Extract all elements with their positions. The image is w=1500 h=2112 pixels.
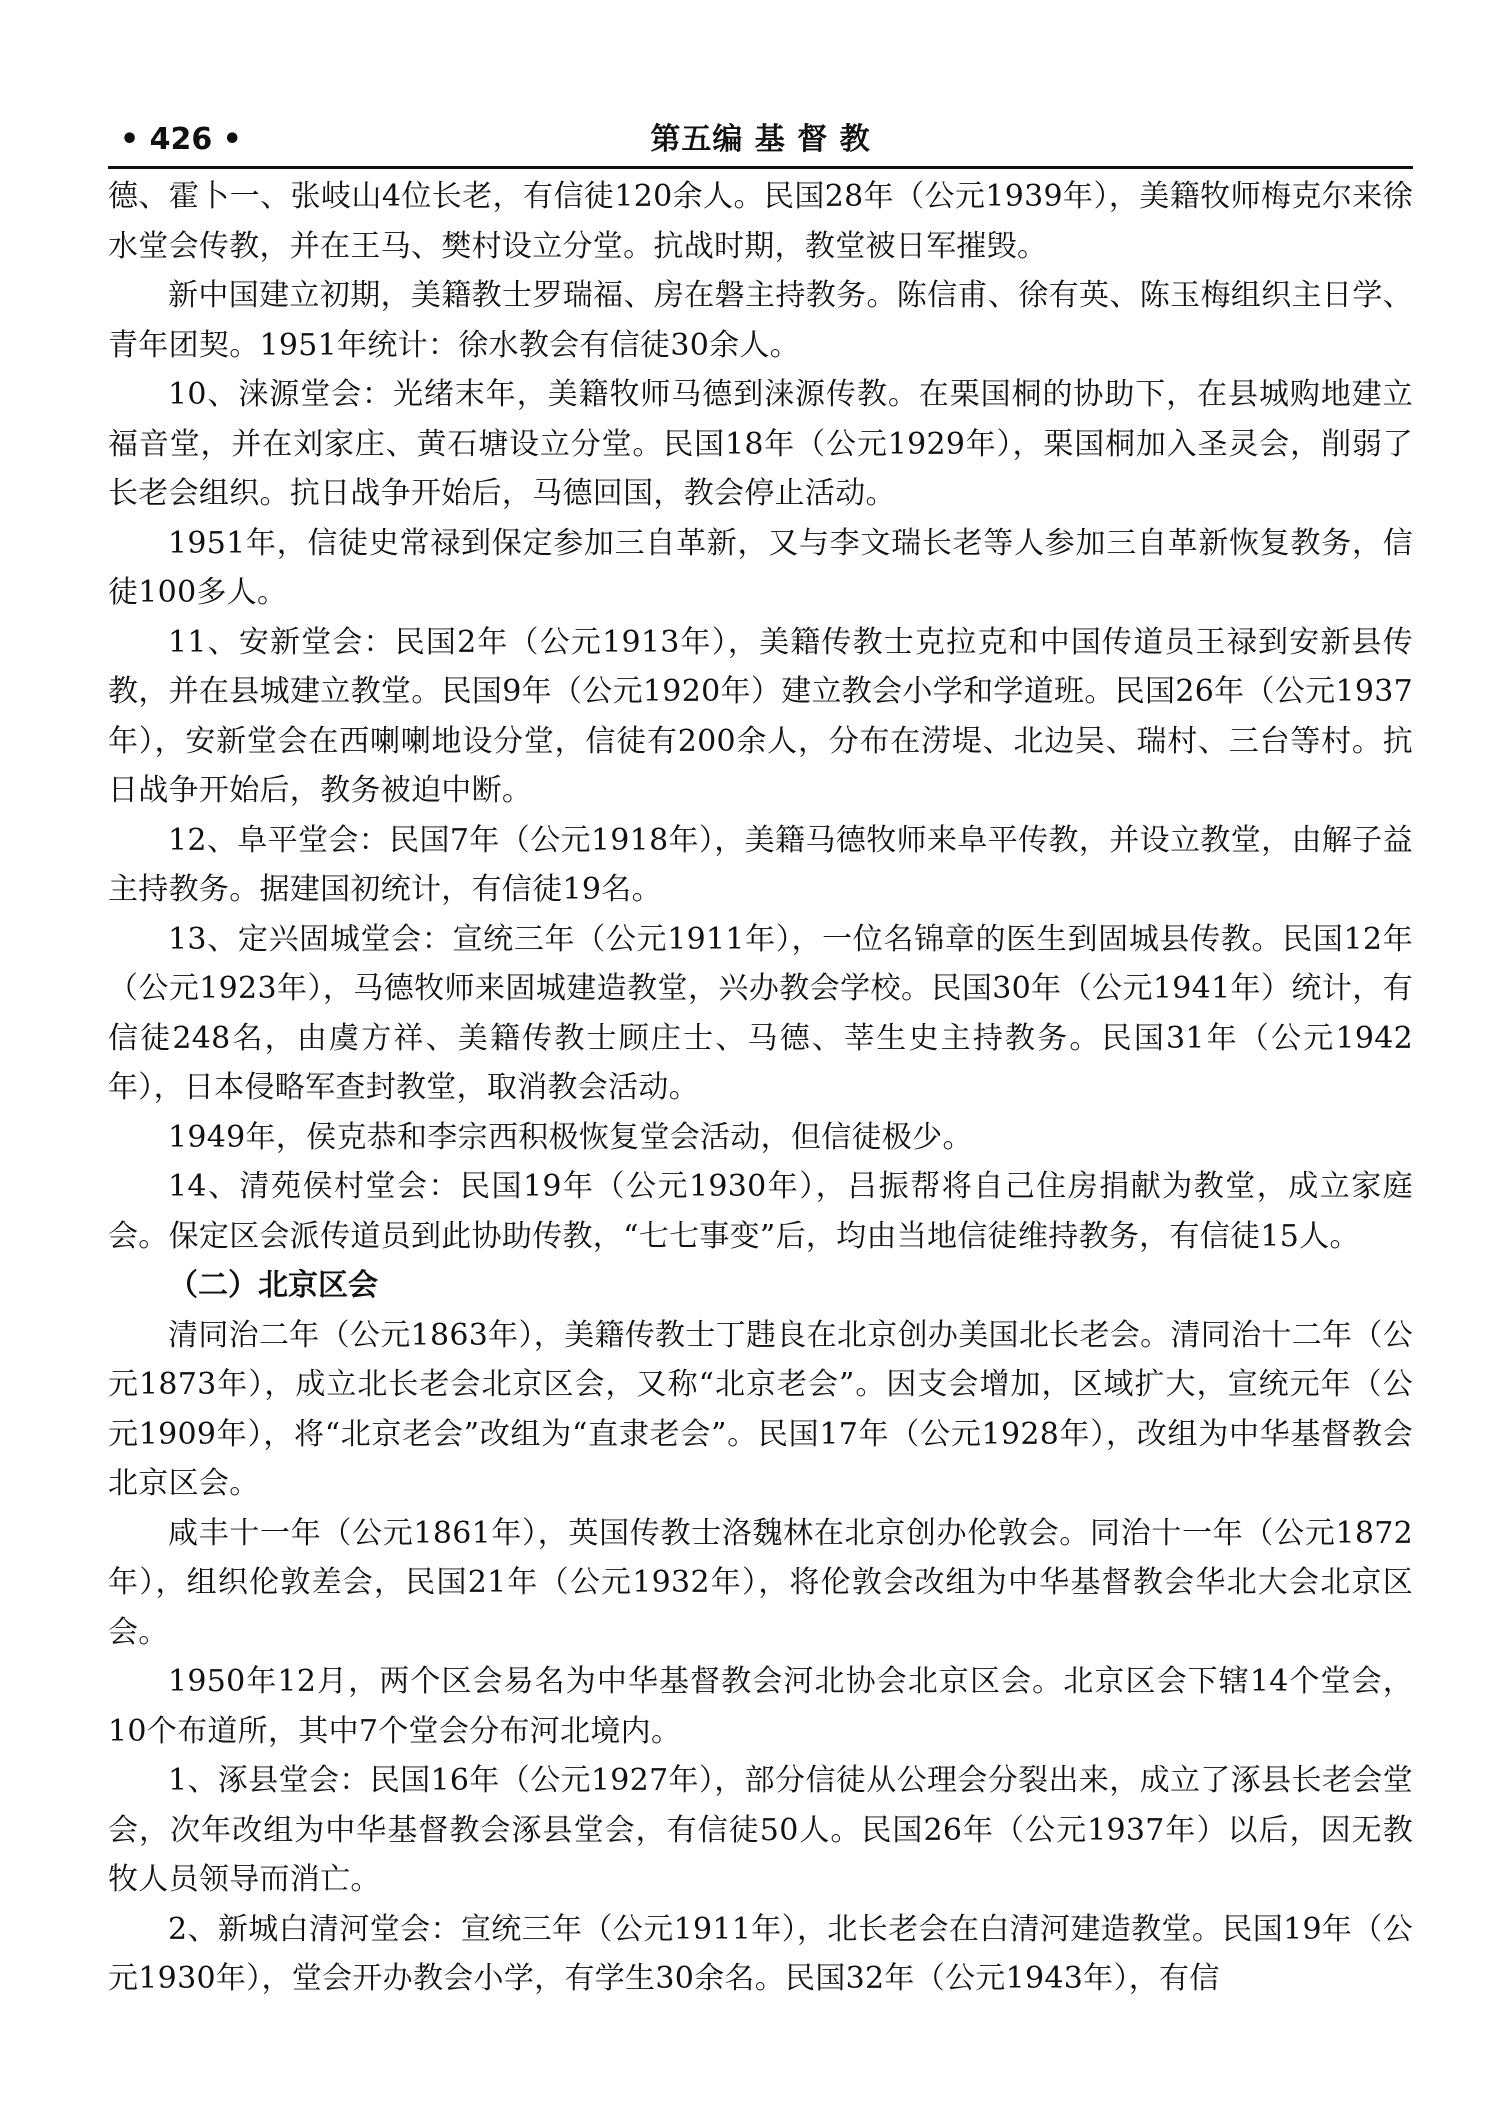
paragraph: 11、安新堂会：民国2年（公元1913年），美籍传教士克拉克和中国传道员王禄到安新县传教，并在县城建立教堂。民国9年（公元1920年）建立教会小学和学道班。民国26年（公元1937年），安新堂会在西喇喇地设分堂，信徒有200余人，分布在涝堤、北边吴、瑞村、三台等村。抗日战争开始后，教务被迫中断。 [108, 624, 1413, 808]
paragraph: 1949年，侯克恭和李宗西积极恢复堂会活动，但信徒极少。 [168, 1119, 973, 1155]
paragraph: 新中国建立初期，美籍教士罗瑞福、房在磐主持教务。陈信甫、徐有英、陈玉梅组织主日学、青年团契。1951年统计：徐水教会有信徒30余人。 [108, 278, 1413, 363]
paragraph: 1951年，信徒史常禄到保定参加三自革新，又与李文瑞长老等人参加三自革新恢复教务，信徒100多人。 [108, 525, 1413, 610]
section-heading: （二）北京区会 [168, 1268, 378, 1303]
running-title: 第五编 基 督 教 [650, 122, 871, 157]
paragraph: 咸丰十一年（公元1861年），英国传教士洛魏林在北京创办伦敦会。同治十一年（公元1872年），组织伦敦差会，民国21年（公元1932年），将伦敦会改组为中华基督教会华北大会北京区会。 [108, 1515, 1413, 1650]
header-rule [108, 166, 1413, 169]
paragraph: 10、涞源堂会：光绪末年，美籍牧师马德到涞源传教。在栗国桐的协助下，在县城购地建立福音堂，并在刘家庄、黄石塘设立分堂。民国18年（公元1929年），栗国桐加入圣灵会，削弱了长老会组织。抗日战争开始后，马德回国，教会停止活动。 [108, 377, 1413, 511]
paragraph: 2、新城白清河堂会：宣统三年（公元1911年），北长老会在白清河建造教堂。民国19年（公元1930年），堂会开办教会小学，有学生30余名。民国32年（公元1943年），有信 [108, 1911, 1413, 1996]
body-text [108, 172, 1413, 2004]
paragraph: 清同治二年（公元1863年），美籍传教士丁韪良在北京创办美国北长老会。清同治十二年（公元1873年），成立北长老会北京区会，又称“北京老会”。因支会增加，区域扩大，宣统元年（公元1909年），将“北京老会”改组为“直隶老会”。民国17年（公元1928年），改组为中华基督教会北京区会。 [108, 1317, 1413, 1501]
page-number: • 426 • [120, 122, 242, 157]
page-header [108, 118, 1413, 162]
paragraph: 12、阜平堂会：民国7年（公元1918年），美籍马德牧师来阜平传教，并设立教堂，由解子益主持教务。据建国初统计，有信徒19名。 [108, 822, 1413, 907]
paragraph: 13、定兴固城堂会：宣统三年（公元1911年），一位名锦章的医生到固城县传教。民国12年（公元1923年），马德牧师来固城建造教堂，兴办教会学校。民国30年（公元1941年）统计，有信徒248名，由虞方祥、美籍传教士顾庄士、马德、莘生史主持教务。民国31年（公元1942年），日本侵略军查封教堂，取消教会活动。 [108, 921, 1413, 1105]
paragraph: 1950年12月，两个区会易名为中华基督教会河北协会北京区会。北京区会下辖14个堂会，10个布道所，其中7个堂会分布河北境内。 [108, 1664, 1413, 1749]
paragraph: 1、涿县堂会：民国16年（公元1927年），部分信徒从公理会分裂出来，成立了涿县长老会堂会，次年改组为中华基督教会涿县堂会，有信徒50人。民国26年（公元1937年）以后，因无教牧人员领导而消亡。 [108, 1763, 1413, 1897]
paragraph: 14、清苑侯村堂会：民国19年（公元1930年），吕振帮将自己住房捐献为教堂，成立家庭会。保定区会派传道员到此协助传教，“七七事变”后，均由当地信徒维持教务，有信徒15人。 [108, 1169, 1413, 1254]
paragraph-continued: 德、霍卜一、张岐山4位长老，有信徒120余人。民国28年（公元1939年），美籍牧师梅克尔来徐水堂会传教，并在王马、樊村设立分堂。抗战时期，教堂被日军摧毁。 [108, 179, 1413, 264]
